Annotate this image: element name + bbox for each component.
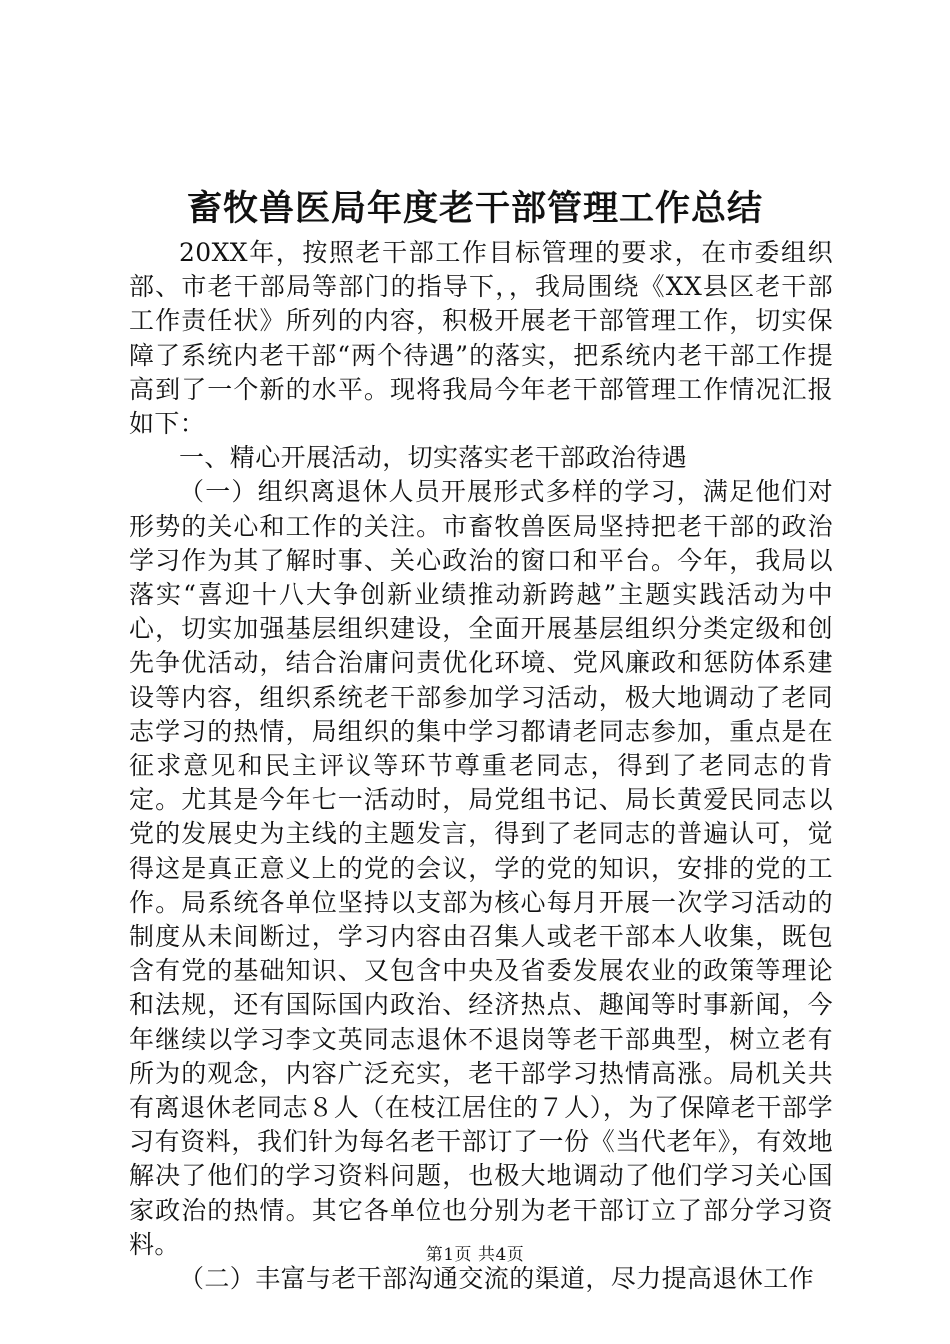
document-body <box>129 236 833 1296</box>
intro-paragraph: 20XX年，按照老干部工作目标管理的要求，在市委组织部、市老干部局等部门的指导下，，我局围绕《XX县区老干部工作责任状》所列的内容，积极开展老干部管理工作，切实保障了系统内老干部“两个待遇”的落实，把系统内老干部工作提高到了一个新的水平。现将我局今年老干部管理工作情况汇报如下： <box>129 238 833 439</box>
subsection-paragraph-1: （一）组织离退休人员开展形式多样的学习，满足他们对形势的关心和工作的关注。市畜牧兽医局坚持把老干部的政治学习作为其了解时事、关心政治的窗口和平台。今年，我局以落实“喜迎十八大争创新业绩推动新跨越”主题实践活动为中心，切实加强基层组织建设，全面开展基层组织分类定级和创先争优活动，结合治庸问责优化环境、党风廉政和惩防体系建设等内容，组织系统老干部参加学习活动，极大地调动了老同志学习的热情，局组织的集中学习都请老同志参加，重点是在征求意见和民主评议等环节尊重老同志，得到了老同志的肯定。尤其是今年七一活动时，局党组书记、局长黄爱民同志以党的发展史为主线的主题发言，得到了老同志的普遍认可，觉得这是真正意义上的党的会议，学的党的知识，安排的党的工作。局系统各单位坚持以支部为核心每月开展一次学习活动的制度从未间断过，学习内容由召集人或老干部本人收集，既包含有党的基础知识、又包含中央及省委发展农业的政策等理论和法规，还有国际国内政治、经济热点、趣闻等时事新闻，今年继续以学习李文英同志退休不退岗等老干部典型，树立老有所为的观念，内容广泛充实，老干部学习热情高涨。局机关共有离退休老同志８人（在枝江居住的７人），为了保障老干部学习有资料，我们针为每名老干部订了一份《当代老年》，有效地解决了他们的学习资料问题，也极大地调动了他们学习关心国家政治的热情。其它各单位也分别为老干部订立了部分学习资料。 <box>129 477 833 1259</box>
page-number-footer: 第1页 共4页 <box>425 1245 525 1265</box>
section-heading-1: 一、精心开展活动，切实落实老干部政治待遇 <box>179 443 688 473</box>
subsection-heading-2: （二）丰富与老干部沟通交流的渠道，尽力提高退休工作 <box>179 1264 815 1294</box>
document-title: 畜牧兽医局年度老干部管理工作总结 <box>186 188 763 229</box>
